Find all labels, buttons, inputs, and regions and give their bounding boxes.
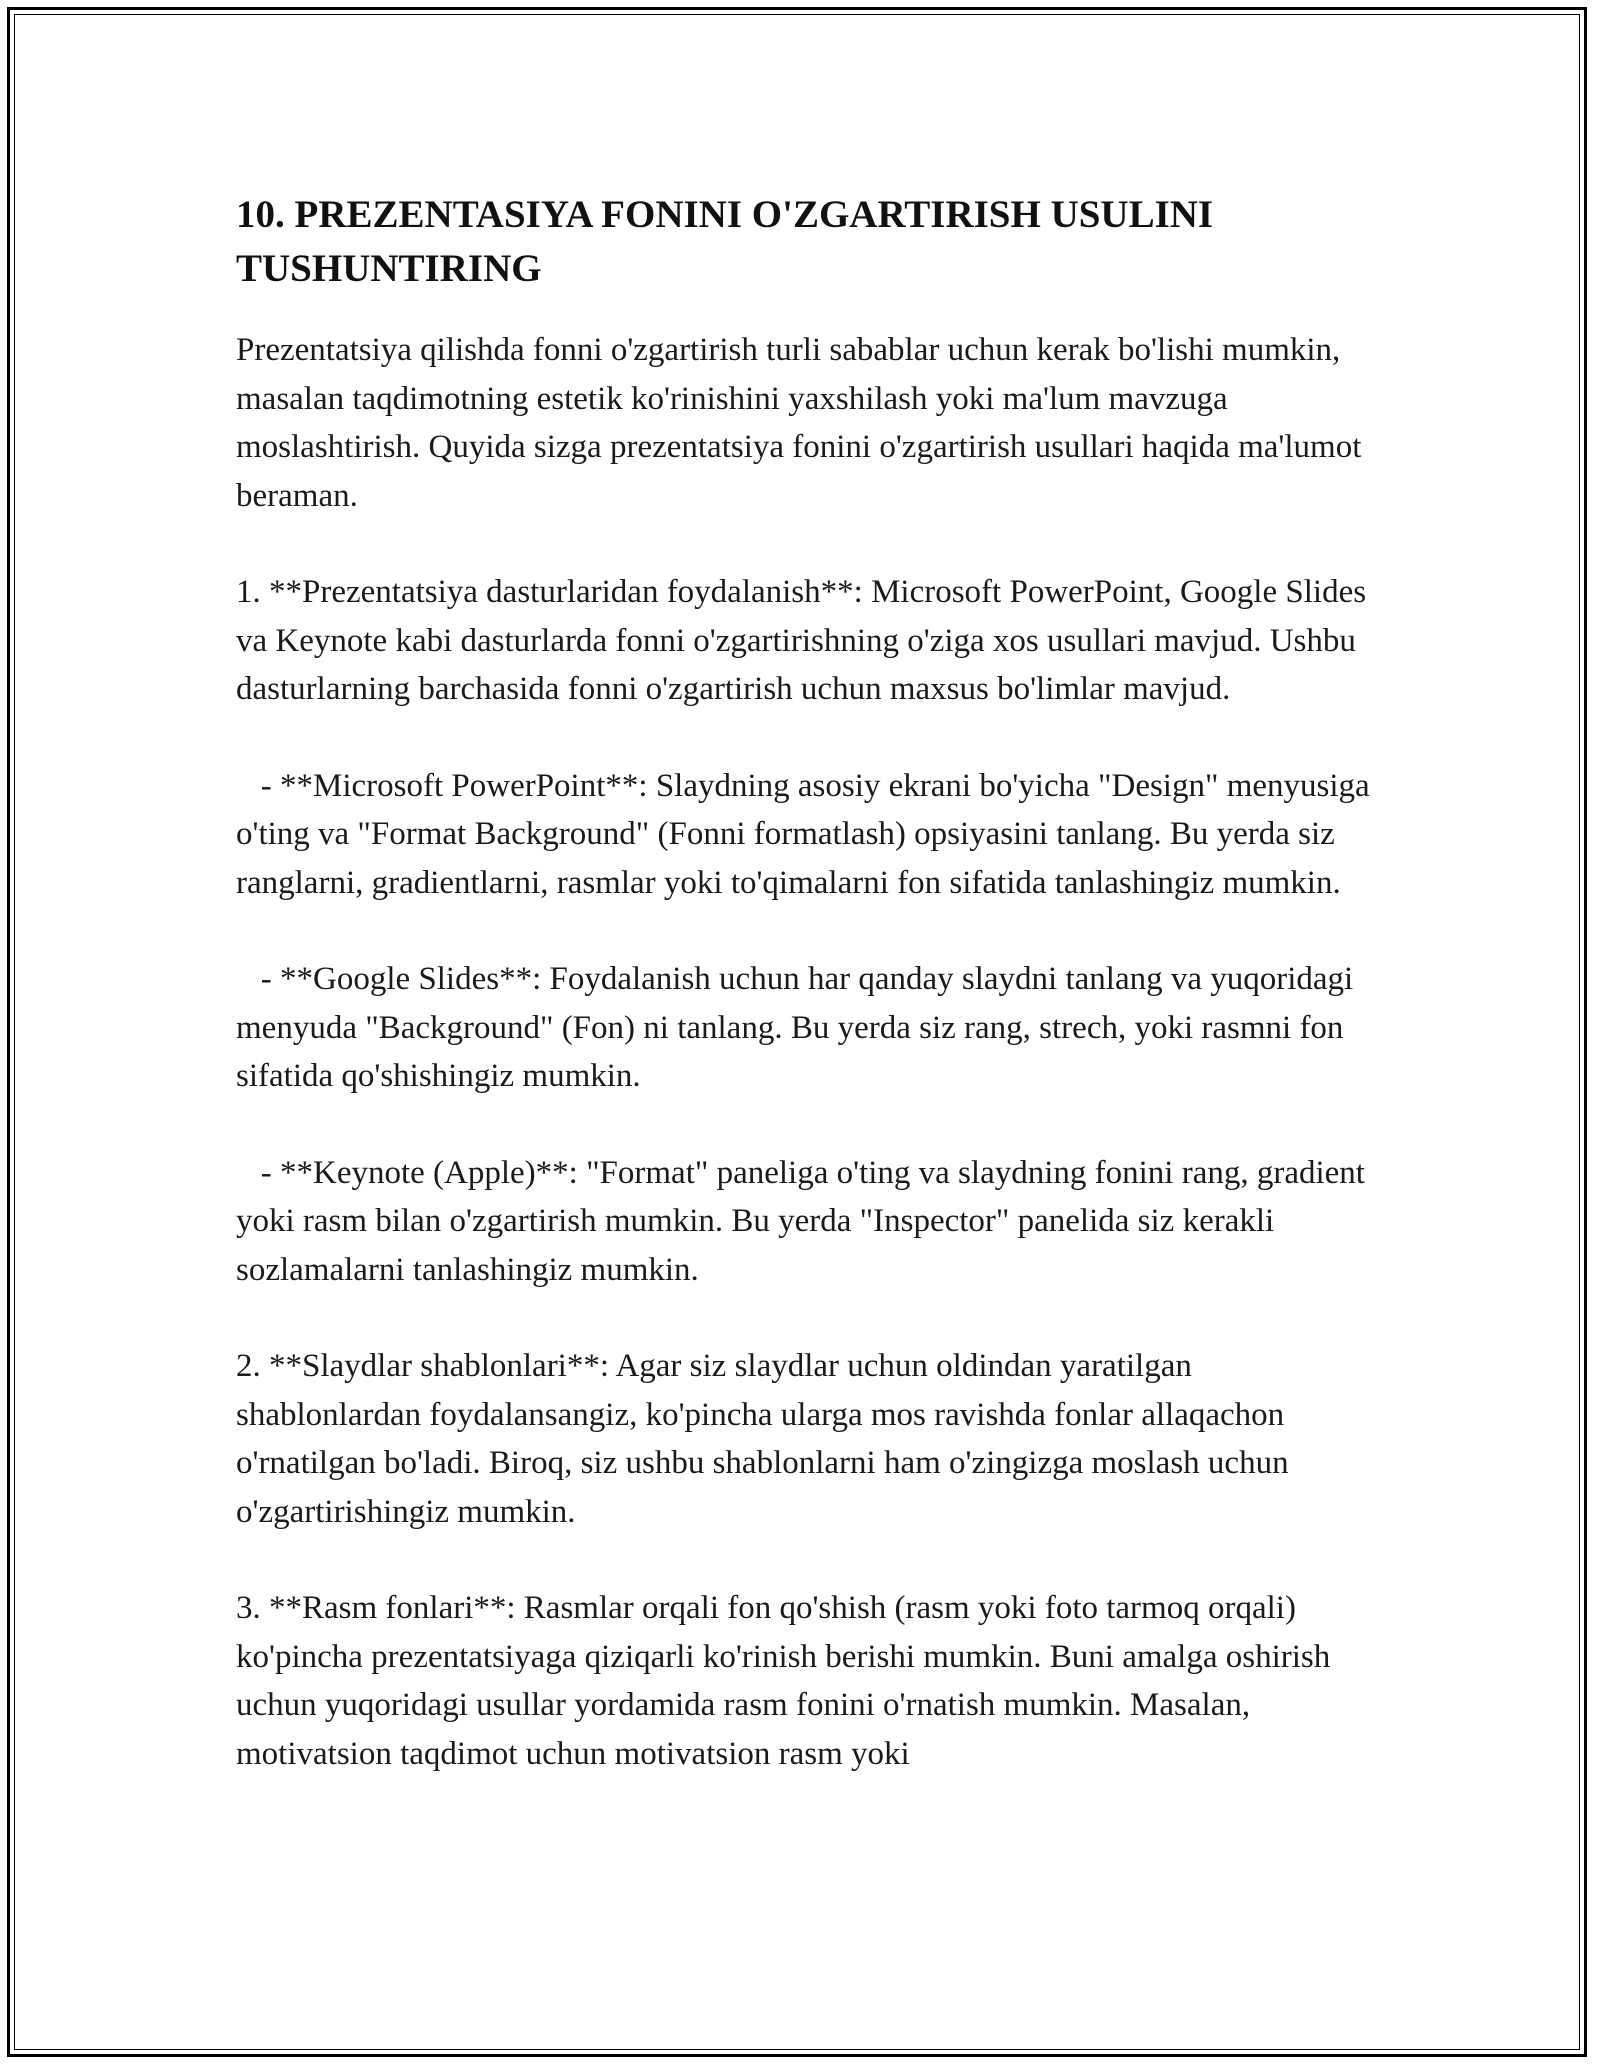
keynote-paragraph: - **Keynote (Apple)**: "Format" paneliga o'ting va slaydning fonini rang, gradient yoki rasm bilan o'zgartirish mumkin. Bu yerda "Inspector" panelida siz kerakli sozlamalarni tanlashingiz mumkin. — [236, 1154, 1374, 1288]
powerpoint-paragraph: - **Microsoft PowerPoint**: Slaydning asosiy ekrani bo'yicha "Design" menyusiga o'ting va "Format Background" (Fonni formatlash) opsiyasini tanlang. Bu yerda siz ranglarni, gradientlarni, rasmlar yoki to'qimalarni fon sifatida tanlashingiz mumkin. — [236, 767, 1378, 901]
document-body — [236, 188, 1376, 1826]
method-2-paragraph: 2. **Slaydlar shablonlari**: Agar siz slaydlar uchun oldindan yaratilgan shablonlardan foydalansangiz, ko'pincha ularga mos ravishda fonlar allaqachon o'rnatilgan bo'ladi. Biroq, siz ushbu shablonlarni ham o'zingizga moslash uchun o'zgartirishingiz mumkin. — [236, 1348, 1297, 1530]
document-title: 10. PREZENTASIYA FONINI O'ZGARTIRISH USULINI TUSHUNTIRING — [236, 193, 1214, 290]
method-1-paragraph: 1. **Prezentatsiya dasturlaridan foydalanish**: Microsoft PowerPoint, Google Slides va Keynote kabi dasturlarda fonni o'zgartirishning o'ziga xos usullari mavjud. Ushbu dasturlarning barchasida fonni o'zgartirish uchun maxsus bo'limlar mavjud. — [236, 574, 1375, 707]
google-slides-paragraph: - **Google Slides**: Foydalanish uchun har qanday slaydni tanlang va yuqoridagi menyuda "Background" (Fon) ni tanlang. Bu yerda siz rang, strech, yoki rasmni fon sifatida qo'shishingiz mumkin. — [236, 961, 1362, 1094]
method-3-paragraph: 3. **Rasm fonlari**: Rasmlar orqali fon qo'shish (rasm yoki foto tarmoq orqali) ko'pincha prezentatsiyaga qiziqarli ko'rinish berishi mumkin. Buni amalga oshirish uchun yuqoridagi usullar yordamida rasm fonini o'rnatish mumkin. Masalan, motivatsion taqdimot uchun motivatsion rasm yoki — [236, 1590, 1339, 1772]
intro-paragraph: Prezentatsiya qilishda fonni o'zgartirish turli sabablar uchun kerak bo'lishi mumkin, masalan taqdimotning estetik ko'rinishini yaxshilash yoki ma'lum mavzuga moslashtirish. Quyida sizga prezentatsiya fonini o'zgartirish usullari haqida ma'lumot beraman. — [236, 332, 1370, 514]
